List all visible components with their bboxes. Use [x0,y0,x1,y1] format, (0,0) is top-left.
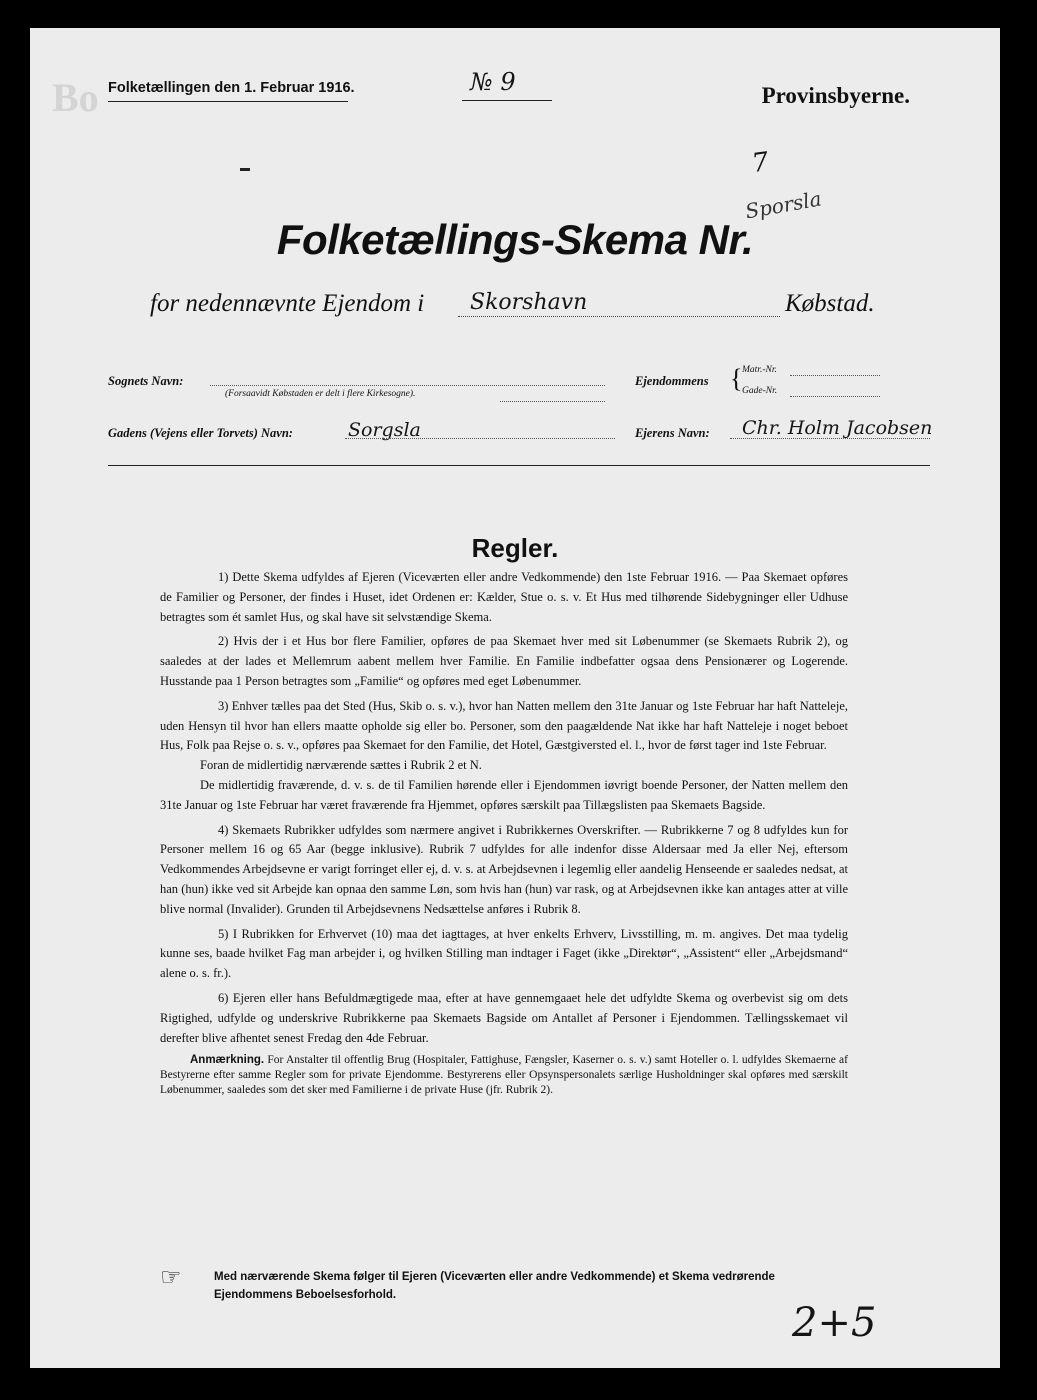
note-text: For Anstalter til offentlig Brug (Hospitaler, Fattighuse, Fængsler, Kaserner o. s. v.) samt Hoteller o. l. udfyldes Skemaerne af Bestyrerne efter samme Regler som for private Ejendomme. Bestyrerens eller Opsynspersonalets særlige Husholdninger skal opføres med særskilt Løbenummer, saaledes som det sker med Familierne i de private Huse (jfr. Rubrik 2). [160,1054,848,1097]
parish-note: (Forsaavidt Købstaden er delt i flere Kirkesogne). [225,389,416,399]
owner-name-handwritten: Chr. Holm Jacobsen [742,417,933,439]
census-form-page [30,28,1000,1368]
property-bracket: { [730,364,743,393]
street-name-handwritten: Sorgsla [348,419,421,441]
street-number-label: Gade-Nr. [742,386,778,396]
rule-3-temporary-present: Foran de midlertidig nærværende sættes i Rubrik 2 et N. [200,758,482,773]
handwritten-page-mark: 2+5 [792,1300,877,1346]
rules-body [160,568,848,1103]
form-title: Folketællings-Skema Nr. [276,216,754,263]
rules-heading: Regler. [471,533,559,563]
pointing-hand-icon: ☞ [160,1265,182,1291]
town-dotted-line [458,316,780,317]
cadastral-number-label: Matr.-Nr. [742,365,777,375]
note-label: Anmærkning. [190,1054,265,1067]
subtitle-prefix: for nedennævnte Ejendom i [150,290,425,317]
parish-dotted-line-2 [500,401,605,402]
margin-handwritten-mark: 7 [749,146,771,180]
header-divider [108,465,930,466]
property-label: Ejendommens [635,374,709,388]
parish-dotted-line [210,385,605,386]
town-name-handwritten: Skorshavn [470,290,588,315]
rule-3: 3) Enhver tælles paa det Sted (Hus, Skib o. s. v.), hvor han Natten mellem den 31te Januar og 1ste Februar har haft Natteleje, uden Hensyn til hvor han ellers maatte opholde sig eller bo. Personer, som den paagældende Nat ikke har haft Natteleje i noget beboet Hus, Folk paa Rejse o. s. v., opføres paa Skemaet for den Familie, det Hotel, Gæstgiversted el. l., hvor de først tager ind 1ste Februar. [160,698,848,753]
header-number-underline [462,100,552,101]
header-census-date: Folketællingen den 1. Februar 1916. [108,80,355,96]
footer-note: Med nærværende Skema følger til Ejeren (Viceværten eller andre Vedkommende) et Skema vedrørende Ejendommens Beboelsesforhold. [214,1271,775,1301]
rule-2: 2) Hvis der i et Hus bor flere Familier, opføres de paa Skemaet hver med sit Løbenummer (se Skemaets Rubrik 2), og saaledes at der lades et Mellemrum aabent mellem hver Familie. En Familie indbefatter ogsaa dens Pensionærer og Logerende. Husstande paa 1 Person betragtes som „Familie“ og opføres med eget Løbenummer. [160,634,848,688]
owner-name-dotted-line [730,438,930,439]
header-region: Provinsbyerne. [761,83,910,108]
owner-name-label: Ejerens Navn: [635,426,710,440]
street-name-dotted-line [345,438,615,439]
rule-5: 5) I Rubrikken for Erhvervet (10) maa det iagttages, at hver enkelts Erhverv, Livsstilling, m. m. angives. Det maa tydelig kunne ses, baade hvilket Fag man arbejder i, og hvilken Stilling man indtager i Faget (ikke „Direktør“, „Assistent“ eller „Arbejdsmand“ alene o. s. fr.). [160,926,848,981]
rule-3-temporary-absent: De midlertidig fraværende, d. v. s. de til Familien hørende eller i Ejendommen iøvrigt boende Personer, der Natten mellem den 31te Januar og 1ste Februar har været fraværende fra Hjemmet, opføres særskilt paa Tillægslisten paa Skemaets Bagside. [160,777,848,812]
header-underline [108,101,348,102]
parish-label: Sognets Navn: [108,374,184,388]
rule-1: 1) Dette Skema udfyldes af Ejeren (Viceværten eller andre Vedkommende) den 1ste Februar 1916. — Paa Skemaet opføres de Familier og Personer, der findes i Huset, idet Ordenen er: Kælder, Stue o. s. v. Et Hus med tilhørende Sidebygninger eller Udhuse betragtes som ét samlet Hus, og skal have sit selvstændige Skema. [160,570,848,624]
subtitle-suffix: Købstad. [785,290,875,317]
note-paragraph [160,1053,848,1098]
margin-handwritten-note: Sporsla [743,186,824,224]
dash-mark [240,168,250,171]
header-form-number: № 9 [470,68,516,96]
faded-stamp-text: Bo [52,75,99,120]
cadastral-dotted-line [790,375,880,376]
street-name-label: Gadens (Vejens eller Torvets) Navn: [108,426,293,440]
rule-4: 4) Skemaets Rubrikker udfyldes som nærmere angivet i Rubrikkernes Overskrifter. — Rubrikkerne 7 og 8 udfyldes kun for Personer mellem 16 og 65 Aar (begge inklusive). Rubrik 7 udfyldes for alle indenfor disse Aldersaar med Ja eller Nej, eftersom Vedkommendes Arbejdsevne er varigt forringet eller ej, d. v. s. at Arbejdsevnen i legemlig eller aandelig Henseende er saaledes nedsat, at han (hun) ikke ved sit Arbejde kan opnaa den samme Løn, som hvis han (hun) var rask, og at Arbejdsevnen ikke kan antages atter at ville blive normal (Invalider). Grunden til Arbejdsevnens Nedsættelse anføres i Rubrik 8. [160,822,848,916]
rule-6: 6) Ejeren eller hans Befuldmægtigede maa, efter at have gennemgaaet hele det udfyldte Skema og overbevist sig om dets Rigtighed, udfylde og underskrive Rubrikkerne paa Skemaets Bagside om Antallet af Personer i Ejendommen. Tællingsskemaet vil derefter blive afhentet senest Fredag den 4de Februar. [160,990,848,1045]
street-number-dotted-line [790,396,880,397]
